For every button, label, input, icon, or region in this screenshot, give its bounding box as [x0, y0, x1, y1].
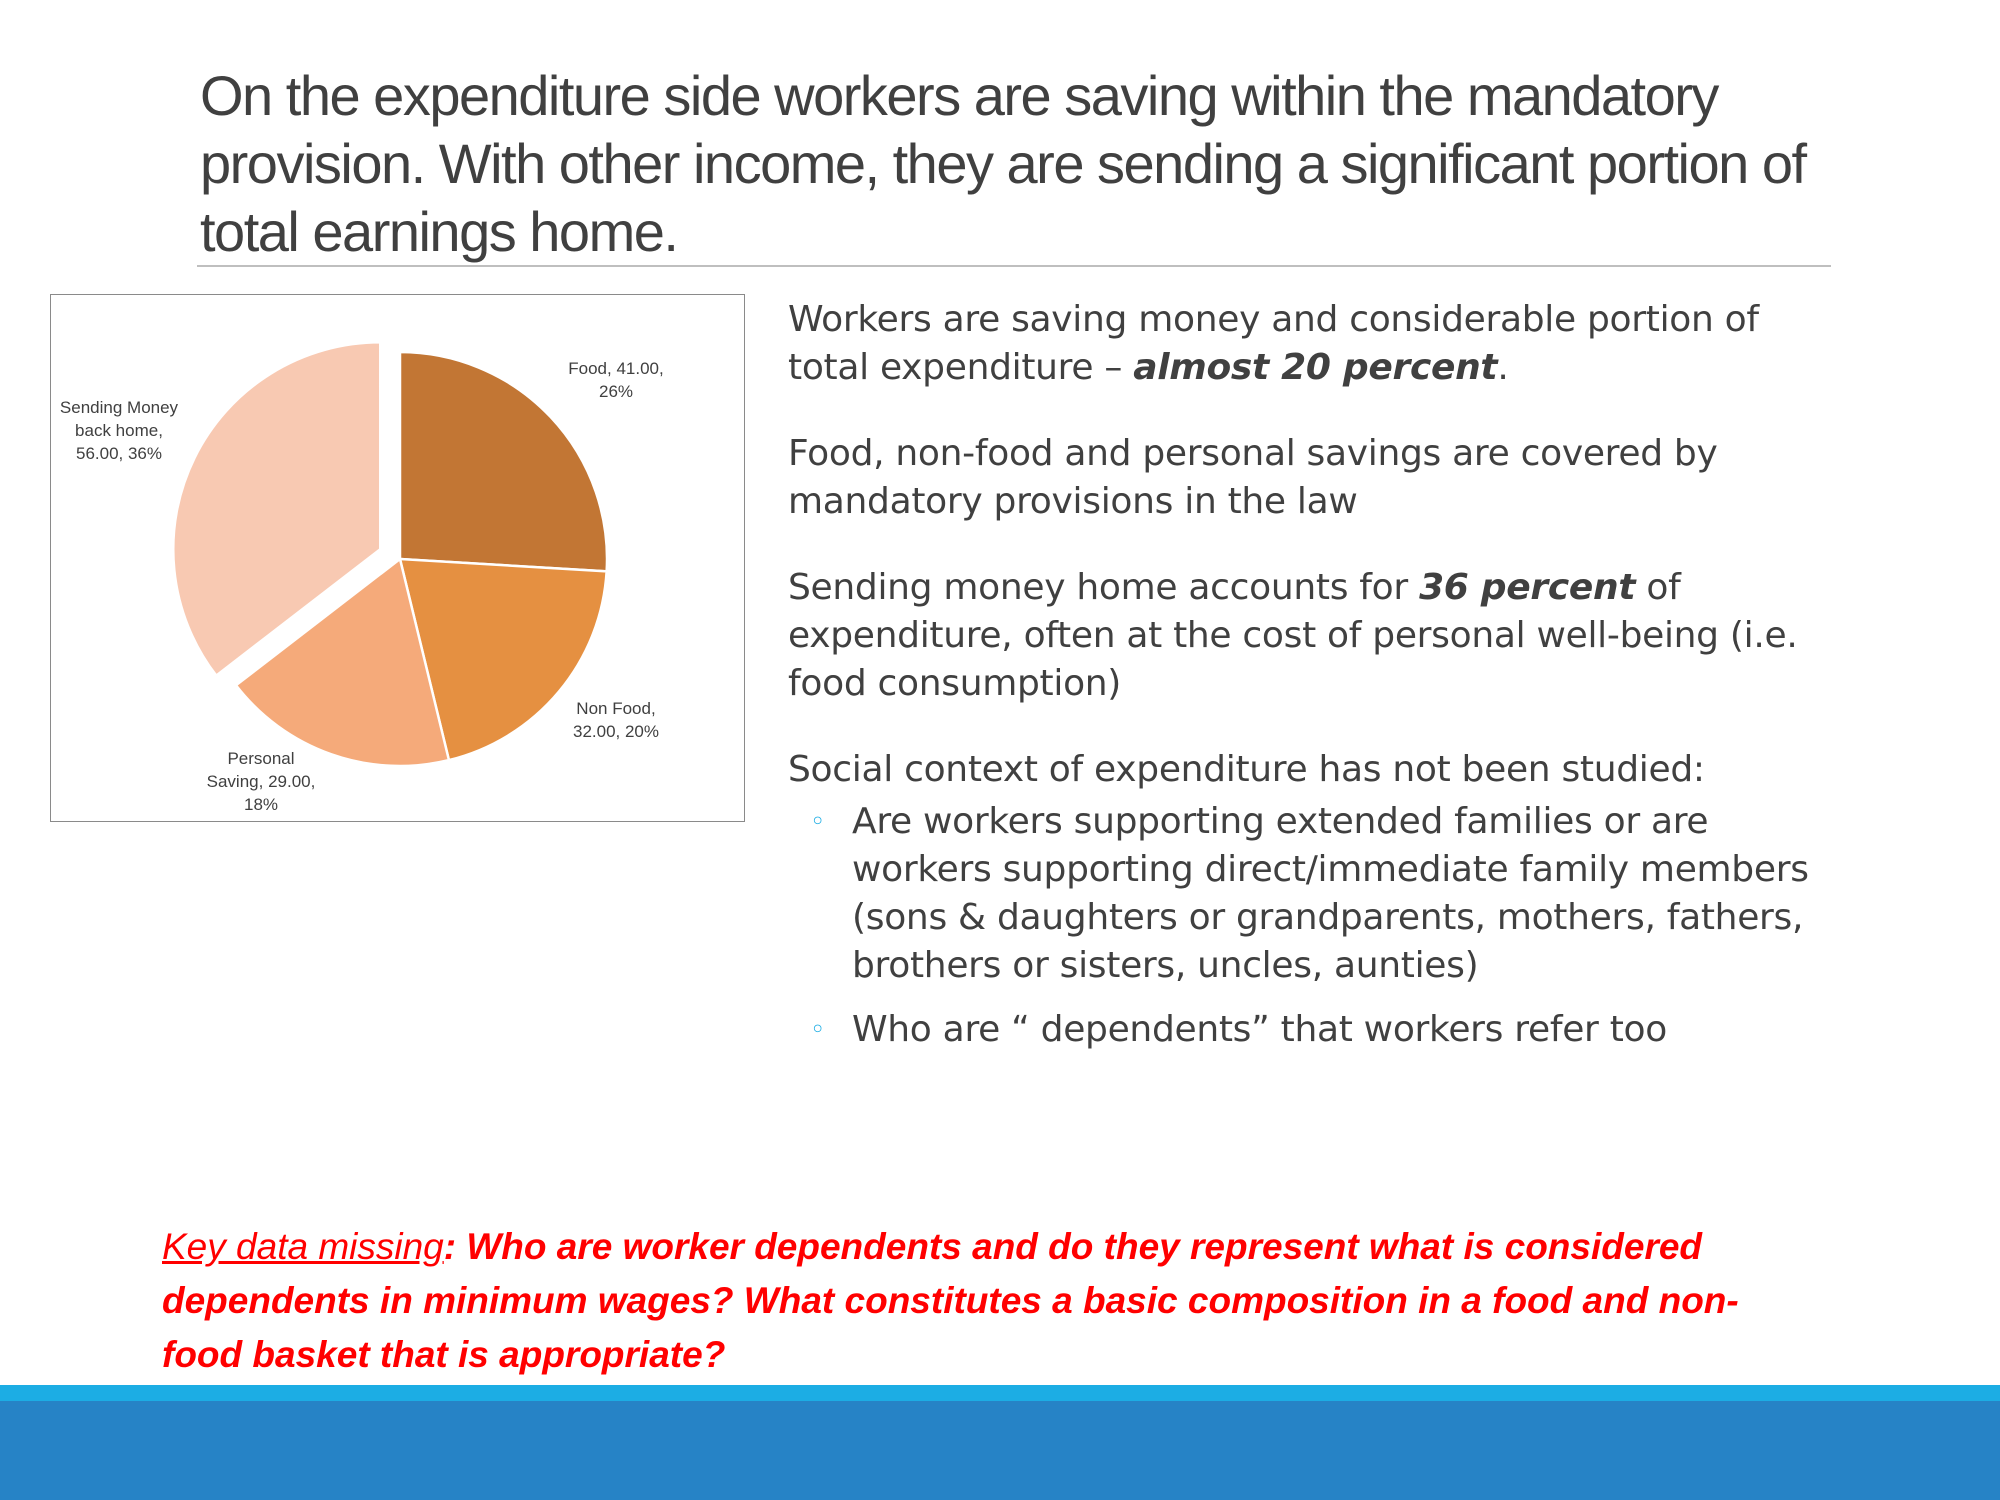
paragraph-savings-end: .	[1497, 347, 1509, 388]
body-text	[788, 296, 1848, 1070]
footer-band-light	[0, 1385, 2000, 1401]
data-label-line: 56.00, 36%	[75, 444, 163, 463]
data-label-line: Saving, 29.00,	[206, 772, 316, 791]
data-label-non-food	[573, 699, 659, 741]
paragraph-sending-money-text: Sending money home accounts for	[788, 567, 1420, 608]
sub-bullet-text: Who are “ dependents” that workers refer too	[852, 1009, 1667, 1050]
emphasis-almost-20-percent: almost 20 percent	[1133, 347, 1498, 388]
sub-bullet-text: Are workers supporting extended families or are workers supporting direct/immediate family members (sons & daughters or grandparents, mothers, fathers, brothers or sisters, uncles, aunties)	[852, 801, 1809, 986]
sub-bullet-list	[788, 798, 1848, 1054]
data-label-line: Personal	[227, 749, 295, 768]
data-label-line: Non Food,	[576, 699, 656, 718]
key-data-missing-lead: Key data missing	[162, 1226, 444, 1267]
data-label-line: 26%	[598, 382, 634, 401]
emphasis-36-percent: 36 percent	[1419, 567, 1636, 608]
key-data-missing-text: : Who are worker dependents and do they represent what is considered dependents in minimum wages? What constitutes a basic composition in a food and non-food basket that is appropriate?	[162, 1226, 1739, 1375]
pie-chart-frame	[50, 294, 745, 822]
data-label-line: back home,	[75, 421, 163, 440]
paragraph-savings	[788, 296, 1848, 392]
sub-bullet-item	[788, 1006, 1848, 1054]
title-divider	[197, 265, 1831, 267]
paragraph-savings-text: Workers are saving money and considerable portion of total expenditure –	[788, 299, 1759, 388]
paragraph-mandatory: Food, non-food and personal savings are covered by mandatory provisions in the law	[788, 433, 1718, 522]
data-label-personal-saving	[207, 749, 316, 814]
paragraph-sending-money	[788, 564, 1848, 708]
data-label-line: 32.00, 20%	[572, 722, 660, 741]
data-label-sending-money-back-home	[60, 398, 179, 463]
pie-slice-food	[400, 352, 607, 571]
paragraph-sending-money-end: of expenditure, often at the cost of personal well-being (i.e. food consumption)	[788, 567, 1798, 704]
pie-chart	[51, 295, 746, 823]
data-label-food	[568, 359, 663, 401]
footer-band-dark	[0, 1401, 2000, 1500]
hollow-circle-bullet-icon: ◦	[810, 1015, 826, 1045]
data-label-line: Food, 41.00,	[568, 359, 664, 378]
paragraph-social-context: Social context of expenditure has not been studied:	[788, 749, 1705, 790]
key-data-missing-note	[162, 1220, 1762, 1382]
data-label-line: Sending Money	[59, 398, 179, 417]
hollow-circle-bullet-icon: ◦	[810, 807, 826, 837]
sub-bullet-item	[788, 798, 1848, 990]
data-label-line: 18%	[243, 795, 279, 814]
slide-title: On the expenditure side workers are saving within the mandatory provision. With other income, they are sending a significant portion of total earnings home.	[200, 64, 1806, 263]
